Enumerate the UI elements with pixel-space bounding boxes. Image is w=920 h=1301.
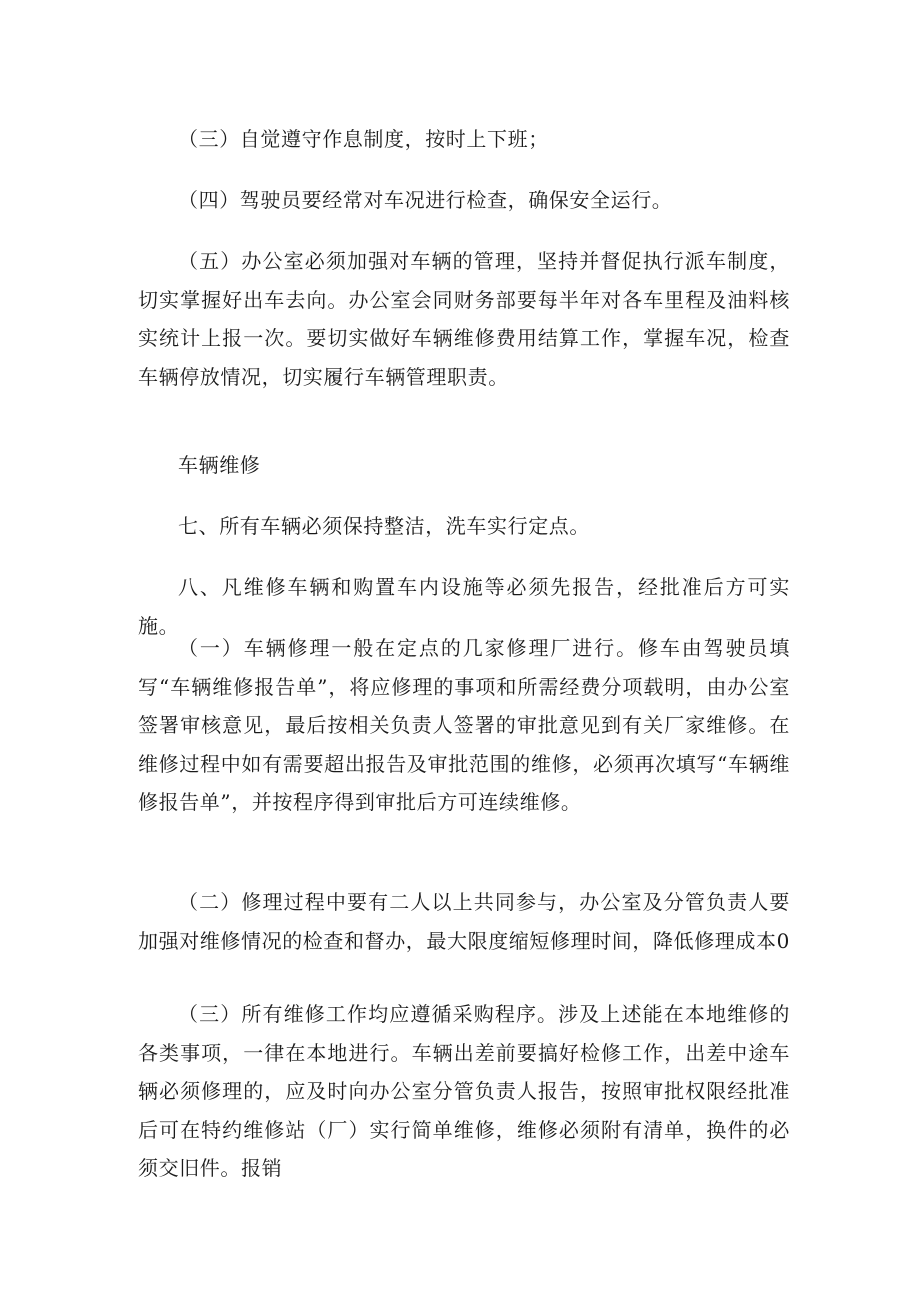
- paragraph-repair-supervision: （二）修理过程中要有二人以上共同参与，办公室及分管负责人要加强对维修情况的检查和督办，最大限度缩短修理时间，降低修理成本0: [138, 890, 790, 953]
- paragraph-item-seven: 七、所有车辆必须保持整洁，洗车实行定点。: [178, 514, 590, 538]
- paragraph-repair-procedure: （一）车辆修理一般在定点的几家修理厂进行。修车由驾驶员填写“车辆维修报告单”，将应修理的事项和所需经费分项载明，由办公室签署审核意见，最后按相关负责人签署的审批意见到有关厂家维修。在维修过程中如有需要超出报告及审批范围的维修，必须再次填写“车辆维修报告单”，并按程序得到审批后方可连续维修。: [138, 636, 790, 814]
- paragraph-item-eight: 八、凡维修车辆和购置车内设施等必须先报告，经批准后方可实施。: [138, 575, 790, 638]
- paragraph-work-hours: （三）自觉遵守作息制度，按时上下班；: [178, 127, 549, 151]
- paragraph-procurement: （三）所有维修工作均应遵循采购程序。涉及上述能在本地维修的各类事项，一律在本地进行。车辆出差前要搞好检修工作，出差中途车辆必须修理的，应及时向办公室分管负责人报告，按照审批权限经批准后可在特约维修站（厂）实行简单维修，维修必须附有清单，换件的必须交旧件。报销: [138, 1002, 790, 1180]
- paragraph-office-management: （五）办公室必须加强对车辆的管理，坚持并督促执行派车制度，切实掌握好出车去向。办公室会同财务部要每半年对各车里程及油料核实统计上报一次。要切实做好车辆维修费用结算工作，掌握车况，检查车辆停放情况，切实履行车辆管理职责。: [138, 249, 790, 389]
- section-heading-vehicle-repair: 车辆维修: [178, 453, 261, 477]
- paragraph-driver-inspection: （四）驾驶员要经常对车况进行检查，确保安全运行。: [178, 188, 673, 212]
